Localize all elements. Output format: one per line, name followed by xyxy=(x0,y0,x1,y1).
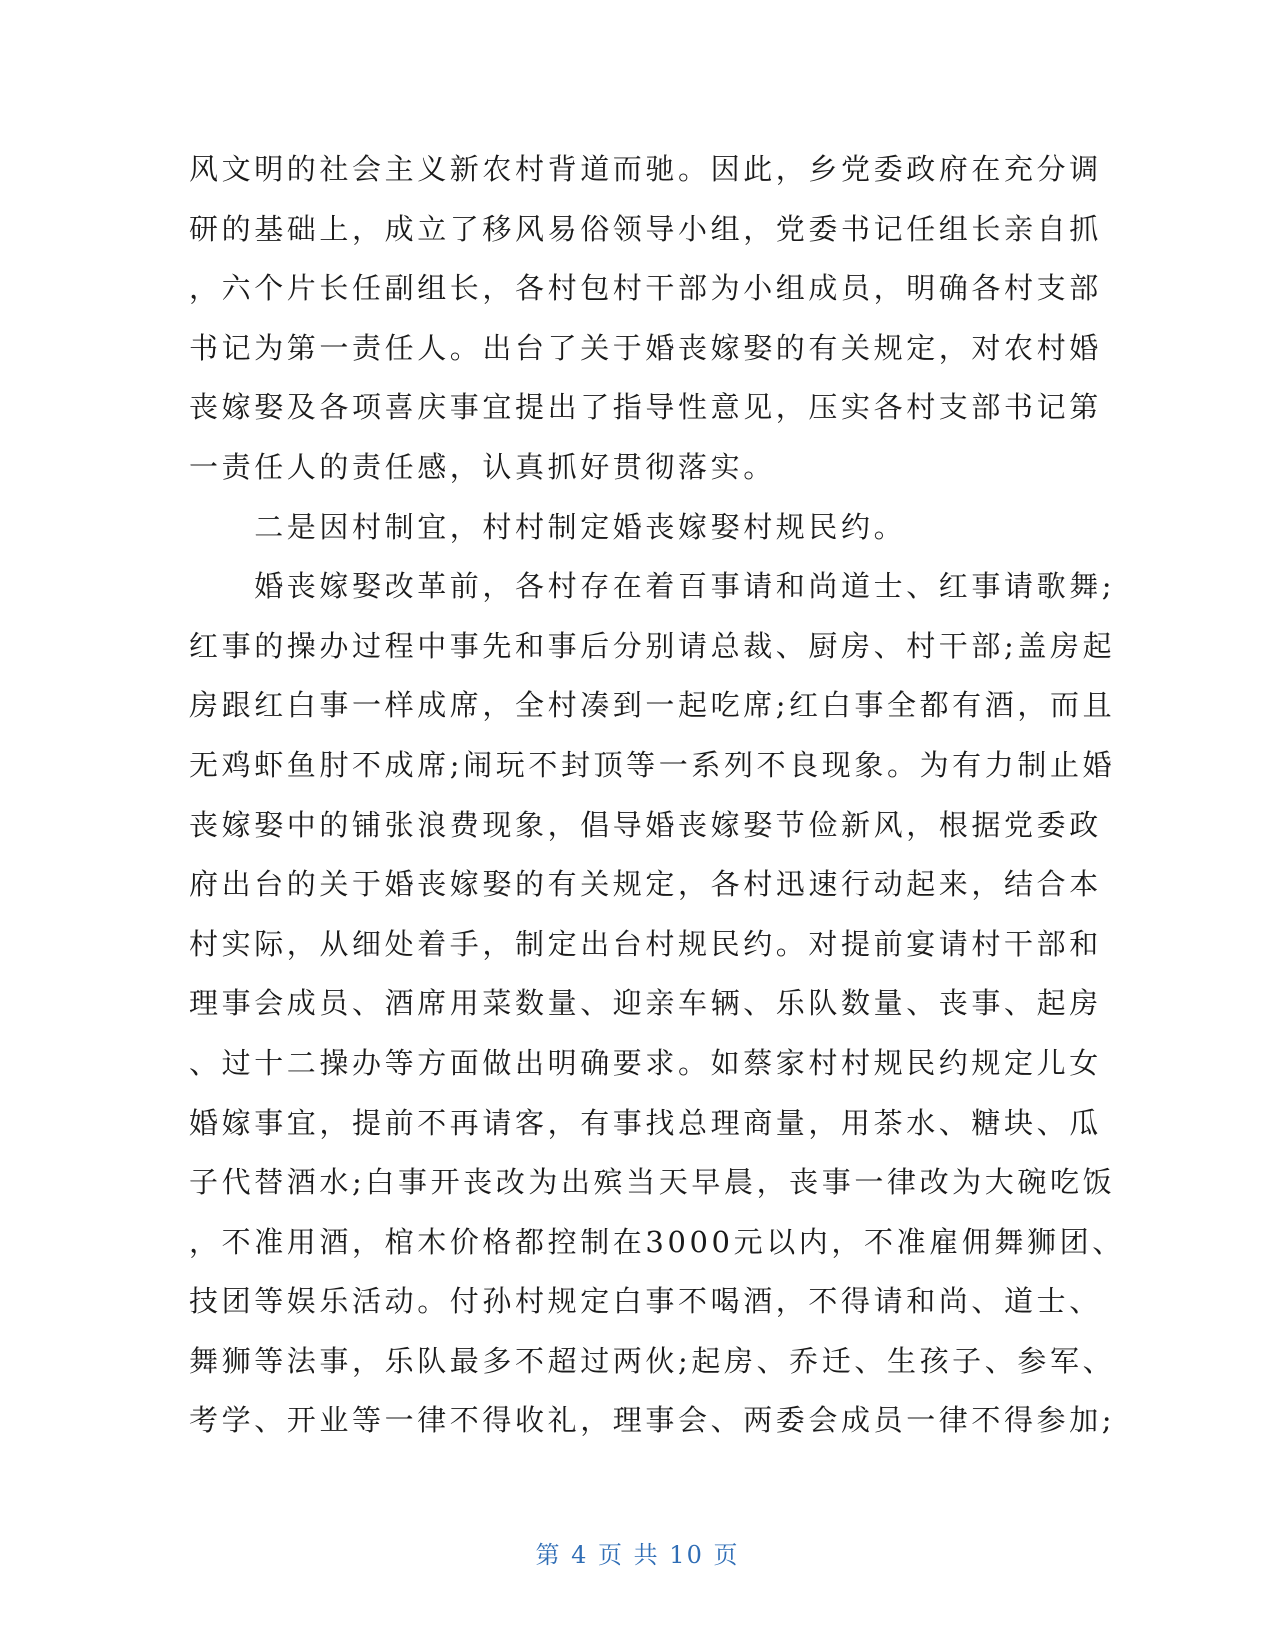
text-line: 红事的操办过程中事先和事后分别请总裁、厨房、村干部;盖房起 xyxy=(189,628,1116,663)
text-line: 舞狮等法事，乐队最多不超过两伙;起房、乔迁、生孩子、参军、 xyxy=(189,1343,1116,1378)
text-line: ，不准用酒，棺木价格都控制在3000元以内，不准雇佣舞狮团、 xyxy=(189,1224,1125,1259)
text-line: 子代替酒水;白事开丧改为出殡当天早晨，丧事一律改为大碗吃饭 xyxy=(189,1165,1116,1200)
text-line: 府出台的关于婚丧嫁娶的有关规定，各村迅速行动起来，结合本 xyxy=(189,867,1102,902)
page-number-footer: 第 4 页 共 10 页 xyxy=(535,1541,740,1569)
text-line: 、过十二操办等方面做出明确要求。如蔡家村村规民约规定儿女 xyxy=(189,1045,1102,1080)
text-line: 丧嫁娶及各项喜庆事宜提出了指导性意见，压实各村支部书记第 xyxy=(189,390,1102,425)
text-line: 房跟红白事一样成席，全村凑到一起吃席;红白事全都有酒，而且 xyxy=(189,688,1116,723)
text-line: 书记为第一责任人。出台了关于婚丧嫁娶的有关规定，对农村婚 xyxy=(189,330,1102,365)
body-text xyxy=(189,140,1125,1451)
text-line: 风文明的社会主义新农村背道而驰。因此，乡党委政府在充分调 xyxy=(189,152,1102,186)
text-line: 研的基础上，成立了移风易俗领导小组，党委书记任组长亲自抓 xyxy=(189,211,1102,246)
text-line: 村实际，从细处着手，制定出台村规民约。对提前宴请村干部和 xyxy=(189,926,1102,961)
text-line: 婚丧嫁娶改革前，各村存在着百事请和尚道士、红事请歌舞; xyxy=(189,569,1116,604)
text-line: 婚嫁事宜，提前不再请客，有事找总理商量，用茶水、糖块、瓜 xyxy=(189,1105,1102,1140)
text-line: 丧嫁娶中的铺张浪费现象，倡导婚丧嫁娶节俭新风，根据党委政 xyxy=(189,807,1102,842)
text-line: ，六个片长任副组长，各村包村干部为小组成员，明确各村支部 xyxy=(189,271,1102,306)
text-line: 无鸡虾鱼肘不成席;闹玩不封顶等一系列不良现象。为有力制止婚 xyxy=(189,747,1116,782)
text-line: 理事会成员、酒席用菜数量、迎亲车辆、乐队数量、丧事、起房 xyxy=(189,986,1102,1021)
text-line: 考学、开业等一律不得收礼，理事会、两委会成员一律不得参加; xyxy=(189,1403,1116,1438)
text-line: 二是因村制宜，村村制定婚丧嫁娶村规民约。 xyxy=(189,509,907,544)
text-line: 技团等娱乐活动。付孙村规定白事不喝酒，不得请和尚、道士、 xyxy=(189,1284,1102,1319)
text-line: 一责任人的责任感，认真抓好贯彻落实。 xyxy=(189,449,776,484)
